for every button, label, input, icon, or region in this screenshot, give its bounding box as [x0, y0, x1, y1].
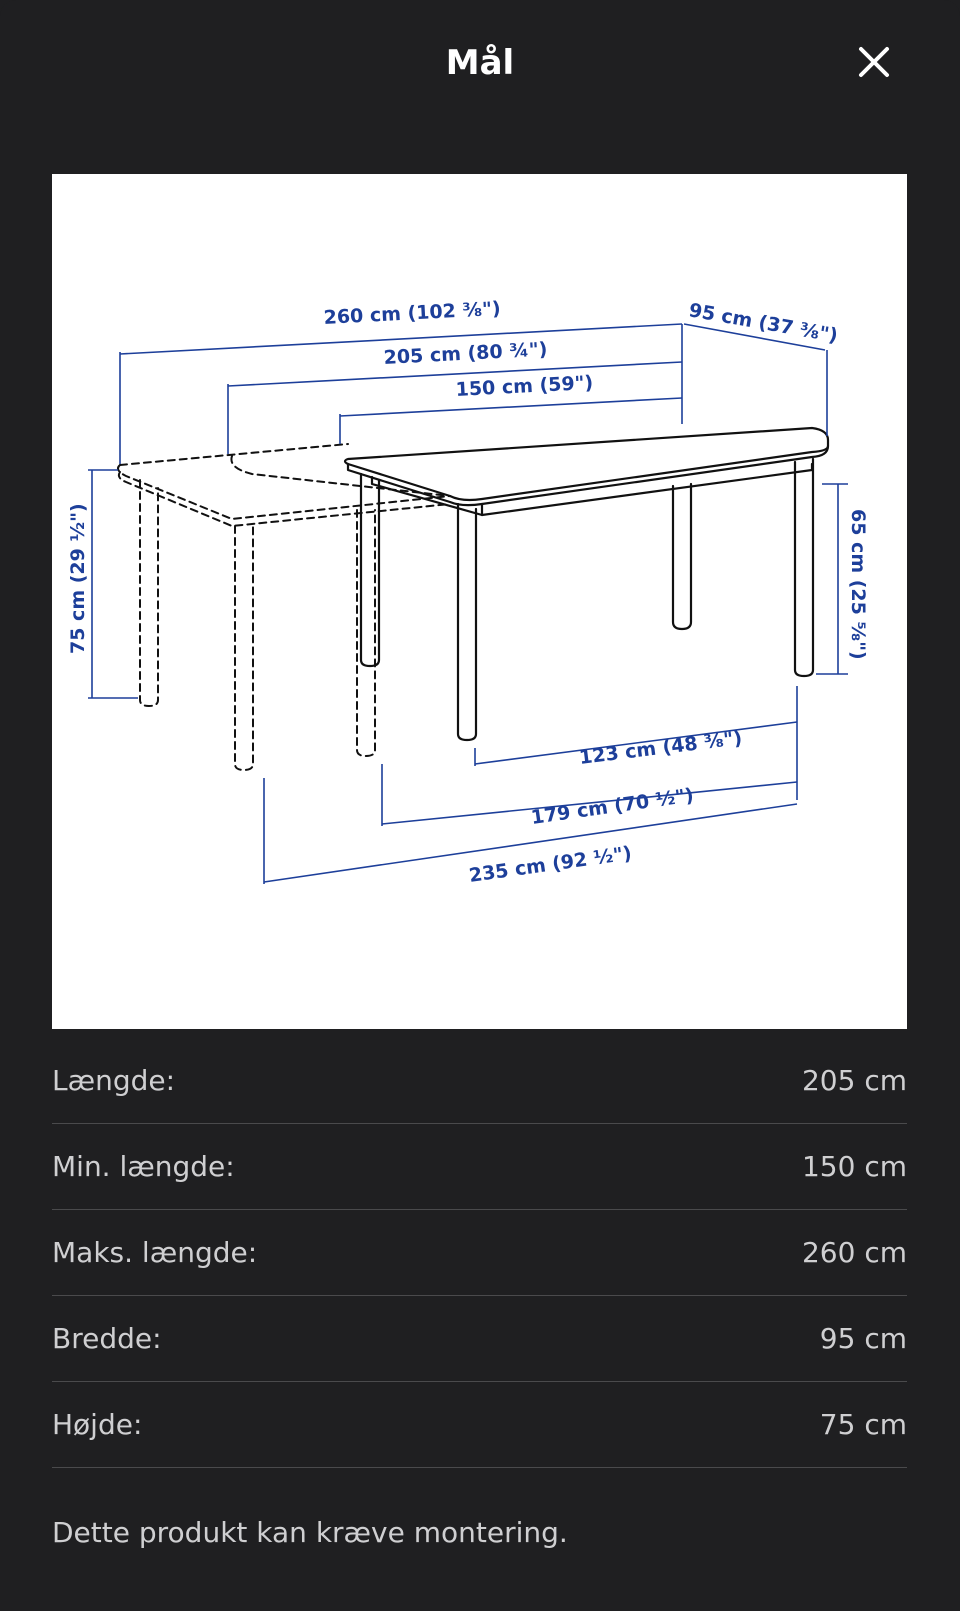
- spec-row-length: [52, 1038, 907, 1124]
- spec-row-width: [52, 1296, 907, 1382]
- dim-clearance: 65 cm (25 ⅝"): [847, 509, 869, 660]
- table-illustration: [345, 428, 828, 740]
- dim-min-length: 150 cm (59"): [455, 371, 594, 401]
- spec-label: Længde:: [52, 1064, 176, 1097]
- spec-label: Højde:: [52, 1408, 143, 1441]
- spec-value: 205 cm: [801, 1064, 907, 1097]
- modal-title: Mål: [445, 43, 515, 83]
- spec-label: Maks. længde:: [52, 1236, 258, 1269]
- spec-row-max-length: [52, 1210, 907, 1296]
- dim-height: 75 cm (29 ½"): [67, 503, 89, 654]
- spec-value: 95 cm: [819, 1322, 907, 1355]
- spec-value: 260 cm: [801, 1236, 907, 1269]
- spec-label: Bredde:: [52, 1322, 162, 1355]
- dimension-drawing: [52, 174, 907, 1029]
- spec-value: 150 cm: [801, 1150, 907, 1183]
- spec-row-height: [52, 1382, 907, 1468]
- dim-leg-span-mid: 179 cm (70 ½"): [529, 784, 696, 829]
- close-button[interactable]: [852, 40, 896, 84]
- spec-label: Min. længde:: [52, 1150, 235, 1183]
- spec-row-min-length: [52, 1124, 907, 1210]
- assembly-note: Dette produkt kan kræve montering.: [52, 1516, 568, 1549]
- dim-leg-span-min: 123 cm (48 ⅜"): [577, 727, 744, 769]
- dim-length: 205 cm (80 ¾"): [383, 338, 548, 369]
- dim-leg-span-max: 235 cm (92 ½"): [467, 842, 634, 887]
- close-icon: [852, 40, 896, 84]
- dim-width: 95 cm (37 ⅜"): [687, 299, 840, 348]
- spec-value: 75 cm: [819, 1408, 907, 1441]
- dimension-lines: [88, 324, 848, 884]
- specs-list: [52, 1038, 907, 1468]
- dim-max-length: 260 cm (102 ⅜"): [323, 297, 502, 329]
